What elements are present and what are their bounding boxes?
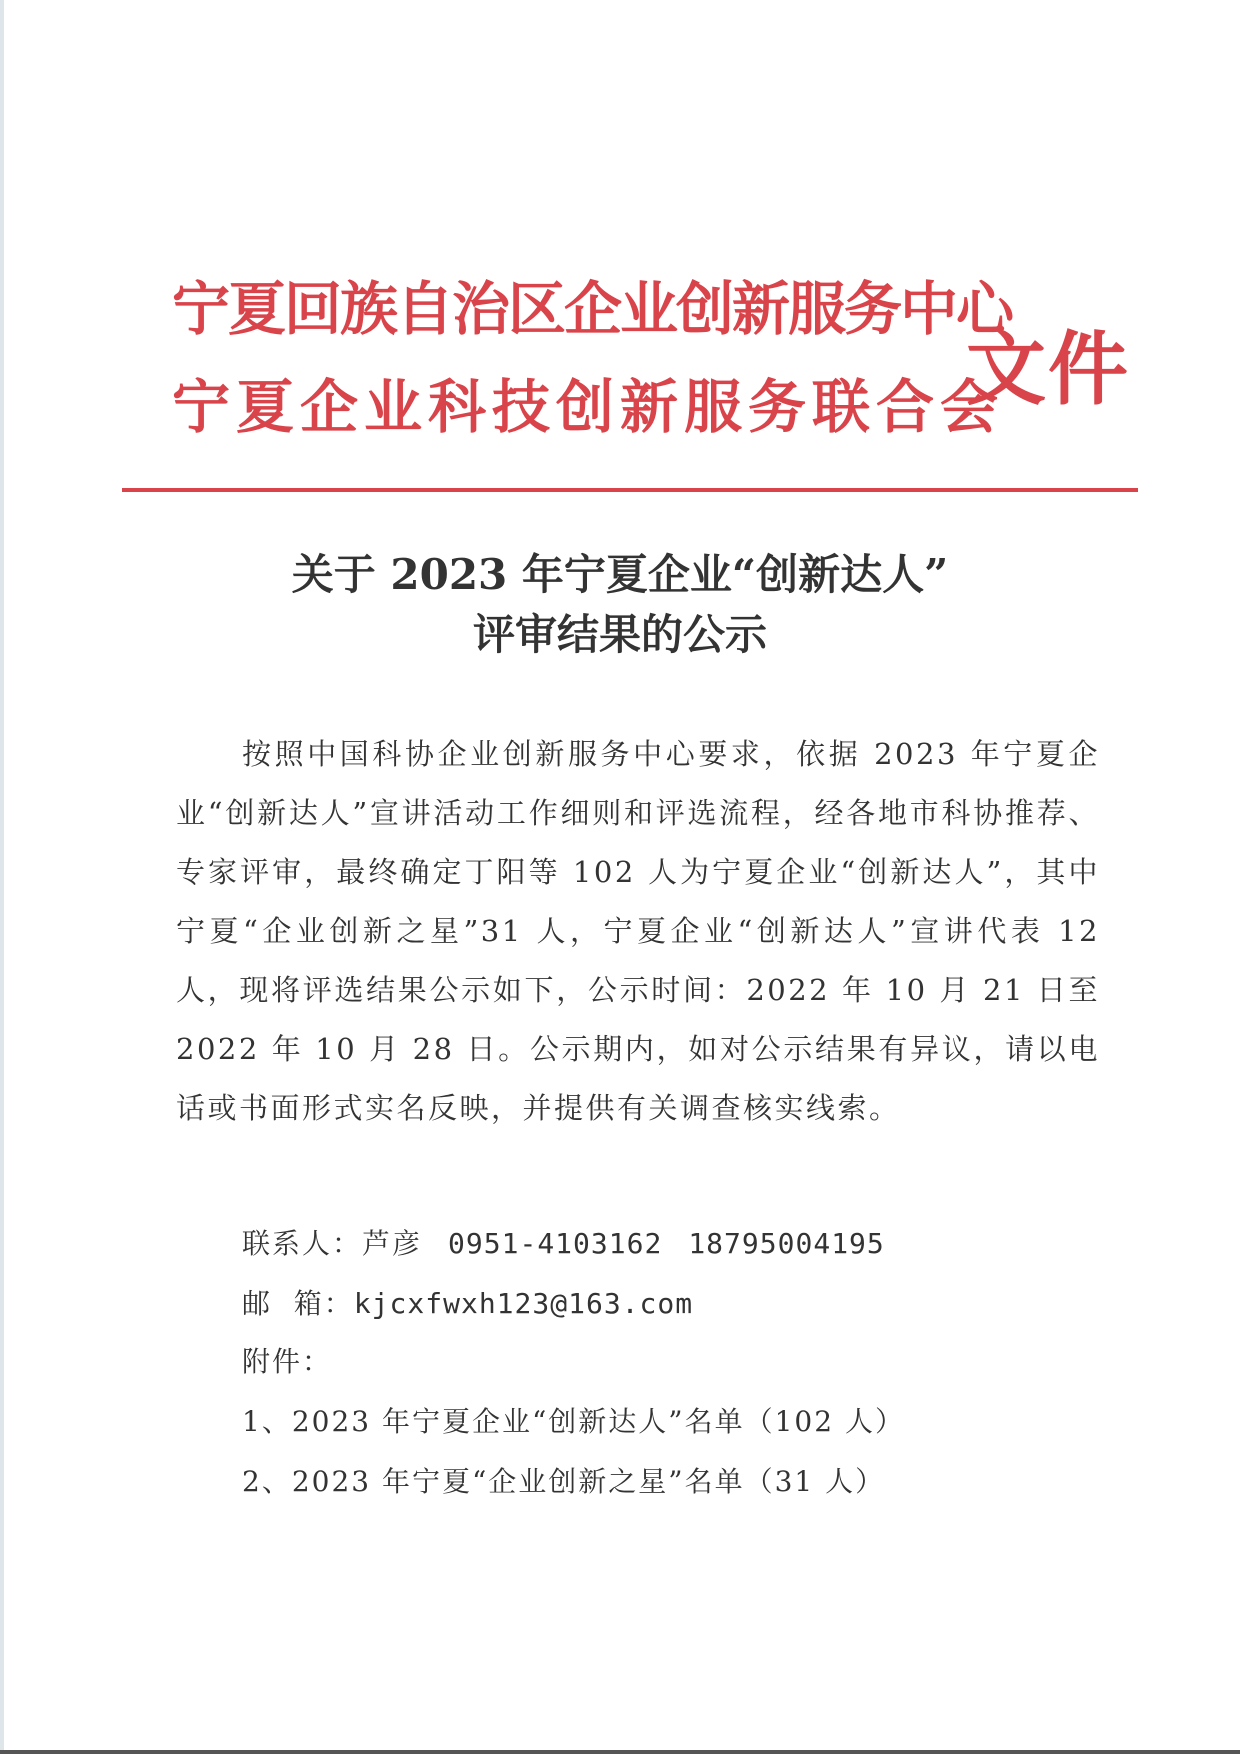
notice-title-line-2: 评审结果的公示 xyxy=(472,610,767,659)
contact-email: kjcxfwxh123@163.com xyxy=(353,1287,694,1320)
contact-mobile: 18795004195 xyxy=(688,1227,885,1260)
attachment-item-2: 2、2023 年宁夏“企业创新之星”名单（31 人） xyxy=(242,1465,886,1498)
scan-edge-bottom xyxy=(0,1750,1240,1754)
attachment-item-1: 1、2023 年宁夏企业“创新达人”名单（102 人） xyxy=(242,1405,905,1438)
notice-title-line-1: 关于 2023 年宁夏企业“创新达人” xyxy=(291,550,949,599)
email-label: 邮 箱： xyxy=(242,1287,354,1320)
contact-email-line xyxy=(242,1282,693,1322)
red-divider xyxy=(122,488,1138,492)
contact-phone: 0951-4103162 xyxy=(448,1227,663,1260)
document-letterhead xyxy=(0,0,1240,500)
contact-person-label: 联系人： xyxy=(242,1227,363,1260)
notice-body xyxy=(176,725,1100,1138)
document-type-label: 文件 xyxy=(966,323,1130,416)
body-paragraph: 按照中国科协企业创新服务中心要求，依据 2023 年宁夏企业“创新达人”宣讲活动工作细则和评选流程，经各地市科协推荐、专家评审，最终确定丁阳等 102 人为宁夏企业“创新达人”，其中宁夏“企业创新之星”31 人，宁夏企业“创新达人”宣讲代表 12 人，现将评选结果公示如下，公示时间：2022 年 10 月 21 日至 2022 年 10 月 28 日。公示期内，如对公示结果有异议，请以电话或书面形式实名反映，并提供有关调查核实线索。 xyxy=(176,737,1100,1125)
contact-person-name: 芦彦 xyxy=(362,1227,423,1260)
issuing-org-1: 宁夏回族自治区企业创新服务中心 xyxy=(172,275,1013,343)
issuing-org-2: 宁夏企业科技创新服务联合会 xyxy=(172,373,1005,441)
contact-person-line xyxy=(242,1222,885,1262)
attachments-label: 附件： xyxy=(242,1345,333,1378)
